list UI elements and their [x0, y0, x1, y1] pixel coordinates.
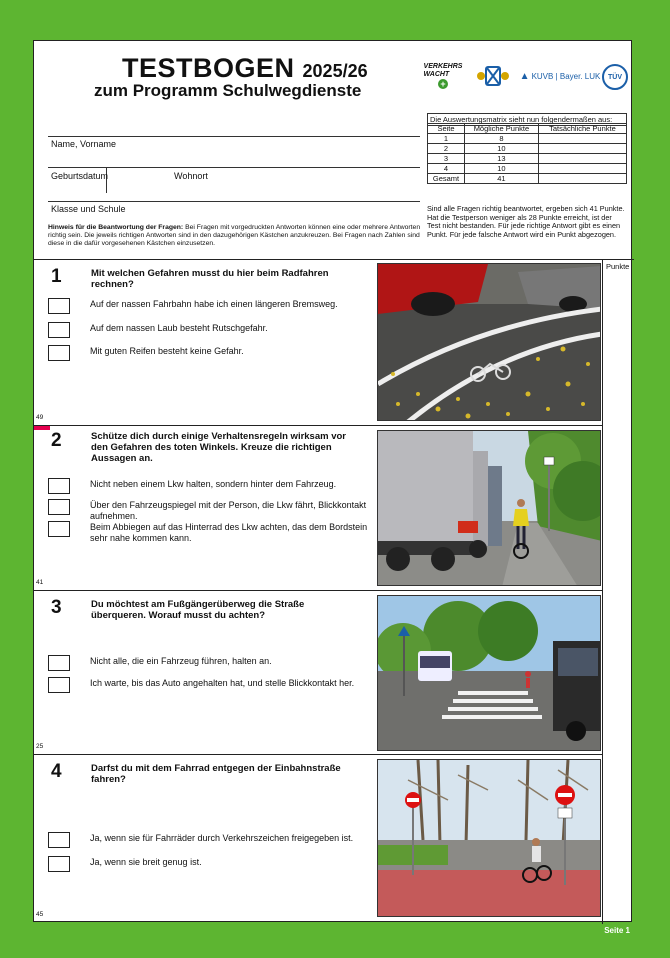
photo-truck-cyclist [377, 430, 601, 586]
matrix-cell: 4 [428, 164, 465, 174]
class-school-label: Klasse und Schule [51, 204, 126, 214]
question-score-code: 49 [36, 414, 44, 421]
class-line [48, 201, 420, 202]
kuvb-mark-icon: ▲ [519, 70, 530, 82]
answer-checkbox[interactable] [48, 345, 70, 361]
matrix-cell: 8 [464, 134, 538, 144]
answer-text: Beim Abbiegen auf das Hinterrad des Lkw achten, das dem Bordstein sehr nahe kommen kann. [90, 522, 368, 543]
matrix-intro: Die Auswertungsmatrix sieht nun folgendermaßen aus: [427, 113, 627, 126]
matrix-cell: 1 [428, 134, 465, 144]
matrix-input-cell[interactable] [538, 174, 626, 184]
verkehrswacht-logo-text: VERKEHRS WACHT [423, 63, 463, 78]
question-score-code: 41 [36, 579, 44, 586]
answer-option[interactable] [48, 832, 380, 852]
answer-option[interactable] [48, 499, 380, 519]
matrix-header-row [428, 124, 627, 134]
matrix-row [428, 174, 627, 184]
test-sheet [33, 40, 632, 922]
question-1 [34, 259, 602, 425]
answer-checkbox[interactable] [48, 655, 70, 671]
page-number: Seite 1 [604, 926, 630, 935]
answer-text: Ja, wenn sie für Fahrräder durch Verkehrszeichen freigegeben ist. [90, 833, 354, 843]
question-2 [34, 425, 602, 590]
matrix-header-seite: Seite [428, 124, 465, 134]
question-text: Du möchtest am Fußgängerüberweg die Straße überqueren. Worauf musst du achten? [91, 599, 305, 621]
matrix-cell: Gesamt [428, 174, 465, 184]
answer-text: Nicht alle, die ein Fahrzeug führen, halten an. [90, 656, 272, 666]
question-score-code: 45 [36, 911, 44, 918]
question-3 [34, 590, 602, 754]
answer-text: Auf der nassen Fahrbahn habe ich einen längeren Bremsweg. [90, 299, 338, 309]
answer-text: Nicht neben einem Lkw halten, sondern hinter dem Fahrzeug. [90, 479, 337, 489]
evaluation-matrix [427, 123, 627, 184]
matrix-header-possible: Mögliche Punkte [464, 124, 538, 134]
verkehrswacht-logo [424, 63, 462, 89]
answer-text: Auf dem nassen Laub besteht Rutschgefahr. [90, 323, 268, 333]
plus-icon: + [438, 79, 448, 89]
answer-checkbox[interactable] [48, 499, 70, 515]
matrix-cell: 2 [428, 144, 465, 154]
answer-option[interactable] [48, 298, 380, 318]
name-line [48, 136, 420, 137]
answer-option[interactable] [48, 856, 380, 876]
points-column [602, 259, 634, 924]
question-number: 4 [51, 761, 62, 782]
answer-option[interactable] [48, 478, 380, 498]
title-year: 2025/26 [302, 61, 368, 81]
bavaria-coat-of-arms-logo [474, 63, 512, 89]
matrix-row [428, 144, 627, 154]
title-text: TESTBOGEN [122, 53, 295, 83]
answer-checkbox[interactable] [48, 677, 70, 693]
question-text: Mit welchen Gefahren musst du hier beim Radfahren rechnen? [91, 268, 329, 290]
photo-crosswalk [377, 595, 601, 751]
photo-one-way-street [377, 759, 601, 917]
matrix-row [428, 154, 627, 164]
points-label: Punkte [606, 262, 630, 271]
question-number: 3 [51, 597, 62, 618]
page-subtitle: zum Programm Schulwegdienste [94, 81, 362, 100]
matrix-row [428, 134, 627, 144]
matrix-input-cell[interactable] [538, 164, 626, 174]
hint-bold: Hinweis für die Beantwortung der Fragen: [48, 224, 184, 231]
answer-checkbox[interactable] [48, 478, 70, 494]
matrix-cell: 10 [464, 164, 538, 174]
answer-checkbox[interactable] [48, 322, 70, 338]
matrix-cell: 3 [428, 154, 465, 164]
matrix-input-cell[interactable] [538, 154, 626, 164]
answer-checkbox[interactable] [48, 856, 70, 872]
matrix-note: Sind alle Fragen richtig beantwortet, ergeben sich 41 Punkte. Hat die Testperson weniger als 28 Punkte erreicht, ist der Test nicht bestanden. Für jede richtige Antwort gibt es einen Punkt. Für jede falsche Antwort wird ein Punkt abgezogen. [427, 204, 625, 239]
page-title [122, 53, 368, 84]
matrix-cell: 13 [464, 154, 538, 164]
matrix-cell: 41 [464, 174, 538, 184]
answer-option[interactable] [48, 322, 380, 342]
photo-wet-road-leaves [377, 263, 601, 421]
answer-text: Ich warte, bis das Auto angehalten hat, und stelle Blickkontakt her. [90, 678, 355, 688]
answer-hint [48, 224, 422, 249]
hint-text: Bei Fragen mit vorgedruckten Antworten können eine oder mehrere Antworten richtig sein. Die jeweils richtigen Antworten sind in den dazugehörigen Kästchen anzukreuzen. Bei Fragen nach Zahlen sind diese in die dafür vorgesehenen Kästchen einzusetzen. [48, 224, 421, 248]
matrix-cell: 10 [464, 144, 538, 154]
answer-option[interactable] [48, 521, 380, 541]
question-4 [34, 754, 602, 923]
answer-option[interactable] [48, 655, 380, 675]
name-label: Name, Vorname [51, 139, 117, 149]
answer-text: Ja, wenn sie breit genug ist. [90, 857, 202, 867]
tuv-logo: TÜV [602, 64, 628, 90]
residence-label: Wohnort [174, 171, 208, 181]
question-text: Darfst du mit dem Fahrrad entgegen der Einbahnstraße fahren? [91, 763, 341, 785]
question-number: 1 [51, 266, 62, 287]
answer-checkbox[interactable] [48, 521, 70, 537]
answer-checkbox[interactable] [48, 298, 70, 314]
question-score-code: 25 [36, 743, 44, 750]
kuvb-logo-text: KUVB | Bayer. LUK [531, 71, 601, 81]
answer-checkbox[interactable] [48, 832, 70, 848]
birthdate-label: Geburtsdatum [51, 171, 109, 181]
birthdate-line [48, 167, 420, 168]
answer-option[interactable] [48, 677, 380, 697]
answer-option[interactable] [48, 345, 380, 365]
matrix-input-cell[interactable] [538, 134, 626, 144]
matrix-input-cell[interactable] [538, 144, 626, 154]
kuvb-logo [518, 63, 602, 89]
answer-text: Mit guten Reifen besteht keine Gefahr. [90, 346, 244, 356]
matrix-header-actual: Tatsächliche Punkte [538, 124, 626, 134]
answer-text: Über den Fahrzeugspiegel mit der Person, die Lkw fährt, Blickkontakt aufnehmen. [90, 500, 367, 521]
question-number: 2 [51, 430, 62, 451]
matrix-row [428, 164, 627, 174]
question-text: Schütze dich durch einige Verhaltensregeln wirksam vor den Gefahren des toten Winkels. Kreuze die richtigen Aussagen an. [91, 431, 346, 464]
